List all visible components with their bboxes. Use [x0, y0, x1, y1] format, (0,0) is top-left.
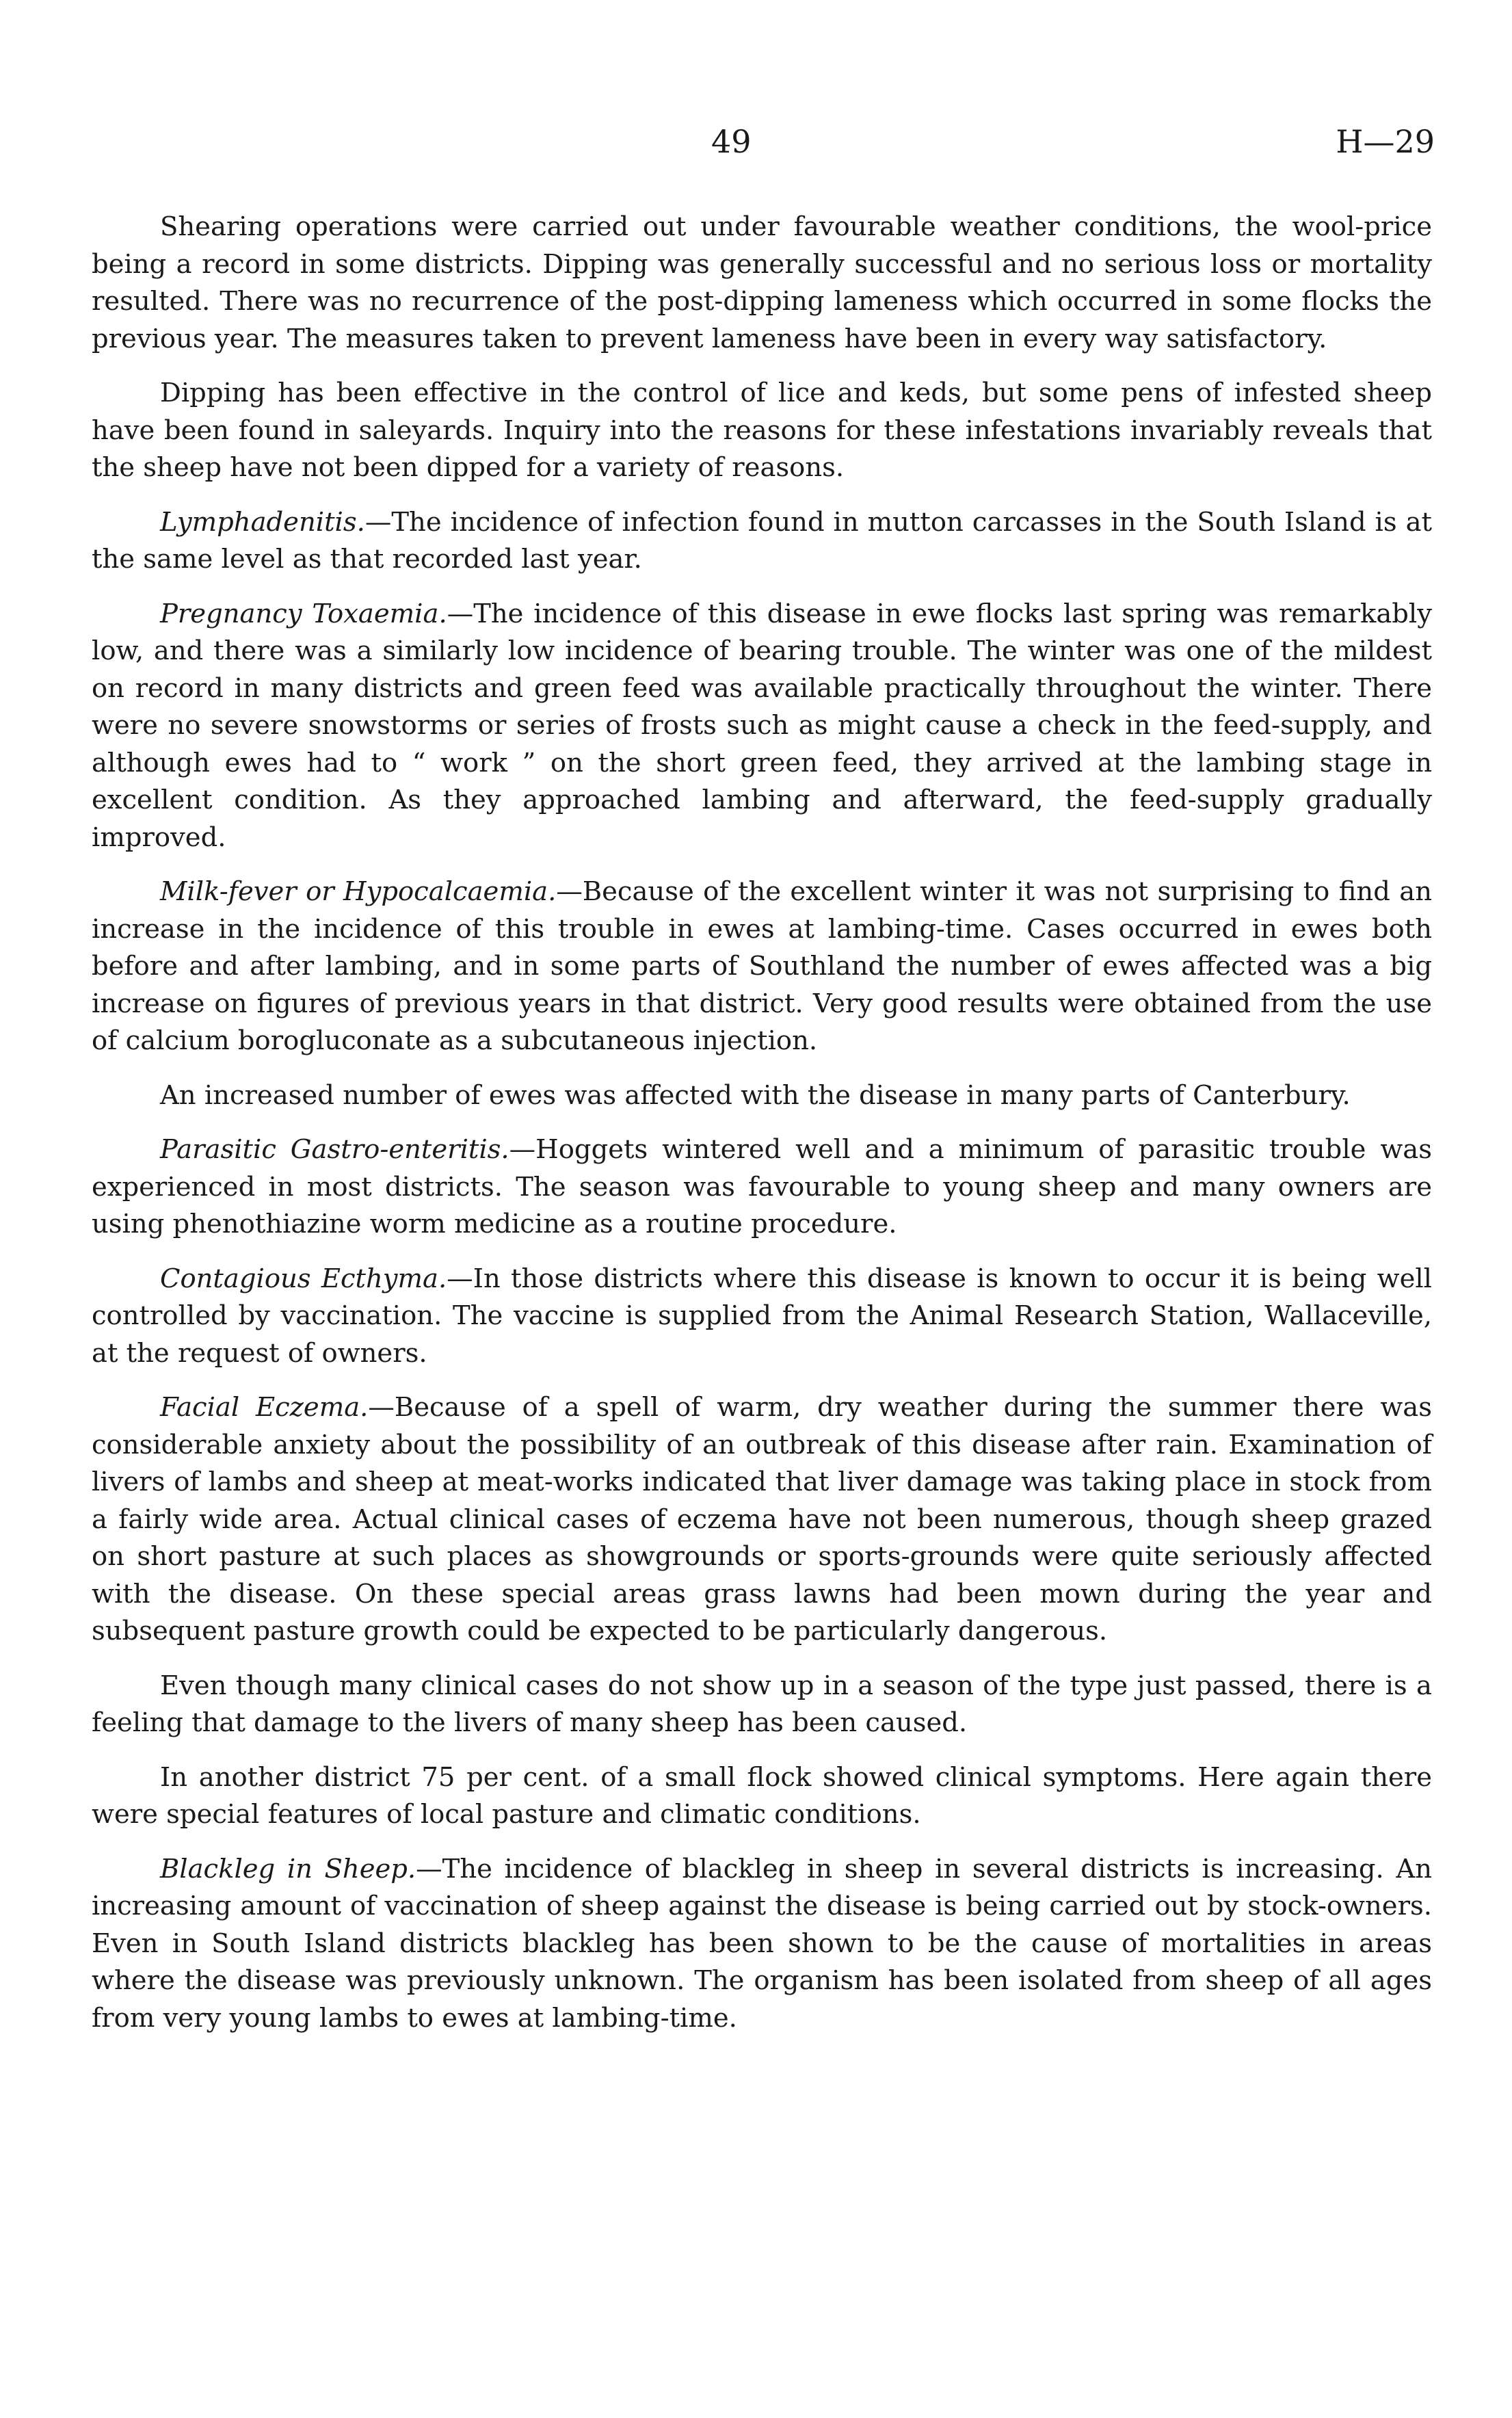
section-heading: Parasitic Gastro-enteritis.	[160, 1134, 509, 1165]
paragraph-text: —Because of the excellent winter it was not surprising to find an increase in the incidence of this trouble in ewes at lambing-time. Cases occurred in ewes both before and after lambing, and in some parts of Southland the number of ewes affected was a big increase on figures of previous years in that district. Very good results were obtained from the use of calcium borogluconate as a subcutaneous injection.	[92, 876, 1432, 1056]
paragraph-canterbury	[92, 1077, 1432, 1115]
paragraph-text: —In those districts where this disease is known to occur it is being well controlled by vaccination. The vaccine is supplied from the Animal Research Station, Wallaceville, at the request of owners.	[92, 1263, 1432, 1369]
paragraph-livers-damage	[92, 1668, 1432, 1742]
paragraph-text: —The incidence of infection found in mutton carcasses in the South Island is at the same level as that recorded last year.	[92, 506, 1432, 575]
paragraph-text: Shearing operations were carried out under favourable weather conditions, the wool-price being a record in some districts. Dipping was generally successful and no serious loss or mortality resulted. There was no recurrence of the post-dipping lameness which occurred in some flocks the previous year. The measures taken to prevent lameness have been in every way satisfactory.	[92, 211, 1432, 354]
paragraph-blackleg	[92, 1851, 1432, 2038]
page-header	[0, 123, 1512, 171]
paragraph-dipping	[92, 375, 1432, 487]
paragraph-facial-eczema	[92, 1389, 1432, 1651]
paragraph-pregnancy-toxaemia	[92, 596, 1432, 857]
paragraph-text: —The incidence of blackleg in sheep in several districts is increasing. An increasing amount of vaccination of sheep against the disease is being carried out by stock-owners. Even in South Island districts blackleg has been shown to be the cause of mortalities in areas where the disease was previously unknown. The organism has been isolated from sheep of all ages from very young lambs to ewes at lambing-time.	[92, 1853, 1432, 2034]
paragraph-another-district	[92, 1759, 1432, 1834]
paragraph-text: Dipping has been effective in the control of lice and keds, but some pens of infested sheep have been found in saleyards. Inquiry into the reasons for these infestations invariably reveals that the sheep have not been dipped for a variety of reasons.	[92, 378, 1432, 483]
paragraph-contagious-ecthyma	[92, 1261, 1432, 1373]
paragraph-shearing	[92, 209, 1432, 358]
section-heading: Blackleg in Sheep.	[160, 1853, 416, 1884]
paragraph-lymphadenitis	[92, 504, 1432, 579]
paragraph-milk-fever	[92, 873, 1432, 1060]
paragraph-text: Even though many clinical cases do not show up in a season of the type just passed, there is a feeling that damage to the livers of many sheep has been caused.	[92, 1670, 1432, 1738]
page-number: 49	[711, 123, 752, 160]
section-heading: Contagious Ecthyma.	[160, 1263, 447, 1294]
paragraph-text: —Hoggets wintered well and a minimum of parasitic trouble was experienced in most districts. The season was favourable to young sheep and many owners are using phenothiazine worm medicine as a routine procedure.	[92, 1134, 1432, 1239]
section-heading: Facial Eczema.	[160, 1392, 369, 1423]
section-heading: Pregnancy Toxaemia.	[160, 598, 447, 629]
paragraph-text: —Because of a spell of warm, dry weather during the summer there was considerable anxiety about the possibility of an outbreak of this disease after rain. Examination of livers of lambs and sheep at meat-works indicated that liver damage was taking place in stock from a fairly wide area. Actual clinical cases of eczema have not been numerous, though sheep grazed on short pasture at such places as showgrounds or sports-grounds were quite seriously affected with the disease. On these special areas grass lawns had been mown during the year and subsequent pasture growth could be expected to be particularly dangerous.	[92, 1392, 1432, 1646]
paragraph-text: In another district 75 per cent. of a small flock showed clinical symptoms. Here again there were special features of local pasture and climatic conditions.	[92, 1761, 1432, 1830]
paragraph-parasitic-gastro-enteritis	[92, 1131, 1432, 1244]
paragraph-text: —The incidence of this disease in ewe flocks last spring was remarkably low, and there was a similarly low incidence of bearing trouble. The winter was one of the mildest on record in many districts and green feed was available practically throughout the winter. There were no severe snowstorms or series of frosts such as might cause a check in the feed-supply, and although ewes had to “ work ” on the short green feed, they arrived at the lambing stage in excellent condition. As they approached lambing and afterward, the feed-supply gradually improved.	[92, 598, 1432, 853]
section-heading: Milk-fever or Hypocalcaemia.	[160, 876, 557, 907]
paragraph-text: An increased number of ewes was affected with the disease in many parts of Canterbury.	[160, 1079, 1351, 1111]
body-text	[92, 209, 1432, 2054]
section-heading: Lymphadenitis.	[160, 506, 365, 538]
document-reference: H—29	[1336, 123, 1435, 160]
